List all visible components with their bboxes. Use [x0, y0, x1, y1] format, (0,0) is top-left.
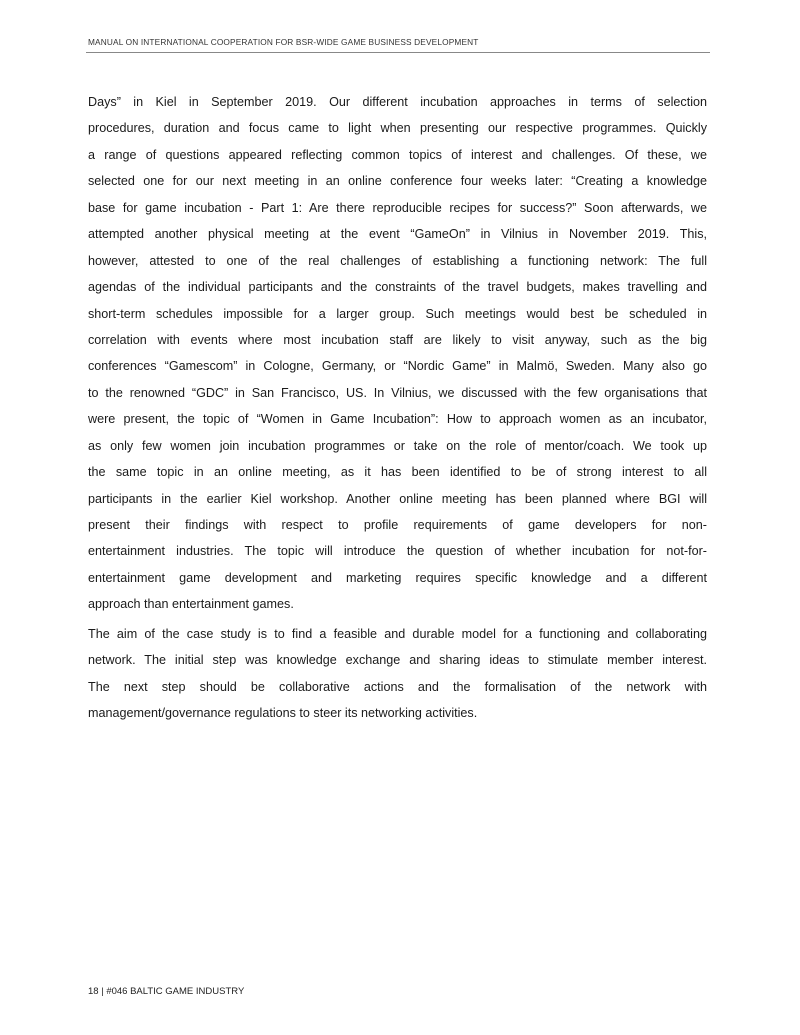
- text-line: the same topic in an online meeting, as it has been identified to be of strong interest to all: [88, 465, 707, 480]
- paragraph: [88, 93, 707, 622]
- header-divider: [86, 52, 710, 53]
- text-line: correlation with events where most incubation staff are likely to visit anyway, such as the big: [88, 332, 707, 347]
- text-line: approach than entertainment games.: [88, 597, 294, 612]
- text-line: as only few women join incubation programmes or take on the role of mentor/coach. We took up: [88, 438, 707, 453]
- paragraph: [88, 625, 707, 731]
- text-line: network. The initial step was knowledge exchange and sharing ideas to stimulate member interest.: [88, 653, 707, 668]
- text-line: participants in the earlier Kiel workshop. Another online meeting has been planned where BGI will: [88, 491, 707, 506]
- text-line: present their findings with respect to profile requirements of game developers for non-: [88, 518, 707, 532]
- text-line: selected one for our next meeting in an online conference four weeks later: “Creating a knowledge: [88, 174, 707, 189]
- text-line: to the renowned “GDC” in San Francisco, US. In Vilnius, we discussed with the few organisations that: [88, 385, 707, 400]
- text-line: a range of questions appeared reflecting common topics of interest and challenges. Of these, we: [88, 147, 707, 162]
- text-line: agendas of the individual participants and the constraints of the travel budgets, makes travelling and: [88, 280, 707, 295]
- text-line: procedures, duration and focus came to light when presenting our respective programmes. Quickly: [88, 121, 707, 136]
- text-line: entertainment game development and marketing requires specific knowledge and a different: [88, 570, 707, 585]
- text-line: The aim of the case study is to find a feasible and durable model for a functioning and collaborating: [88, 626, 707, 641]
- text-line: were present, the topic of “Women in Game Incubation”: How to approach women as an incubator,: [88, 412, 707, 427]
- text-line: entertainment industries. The topic will introduce the question of whether incubation for not-for-: [88, 544, 707, 559]
- text-line: short-term schedules impossible for a larger group. Such meetings would best be scheduled in: [88, 306, 707, 321]
- text-line: The next step should be collaborative actions and the formalisation of the network with: [88, 679, 707, 694]
- text-line: Days” in Kiel in September 2019. Our different incubation approaches in terms of selection: [88, 95, 707, 109]
- text-line: attempted another physical meeting at the event “GameOn” in Vilnius in November 2019. This,: [88, 227, 707, 242]
- body-text: [88, 93, 707, 731]
- page-footer: 18 | #046 BALTIC GAME INDUSTRY: [88, 986, 245, 997]
- text-line: conferences “Gamescom” in Cologne, Germany, or “Nordic Game” in Malmö, Sweden. Many also go: [88, 359, 707, 374]
- text-line: however, attested to one of the real challenges of establishing a functioning network: The full: [88, 253, 707, 268]
- running-header: MANUAL ON INTERNATIONAL COOPERATION FOR BSR-WIDE GAME BUSINESS DEVELOPMENT: [88, 37, 479, 47]
- text-line: base for game incubation - Part 1: Are there reproducible recipes for success?” Soon afterwards, we: [88, 200, 707, 215]
- text-line: management/governance regulations to steer its networking activities.: [88, 706, 478, 721]
